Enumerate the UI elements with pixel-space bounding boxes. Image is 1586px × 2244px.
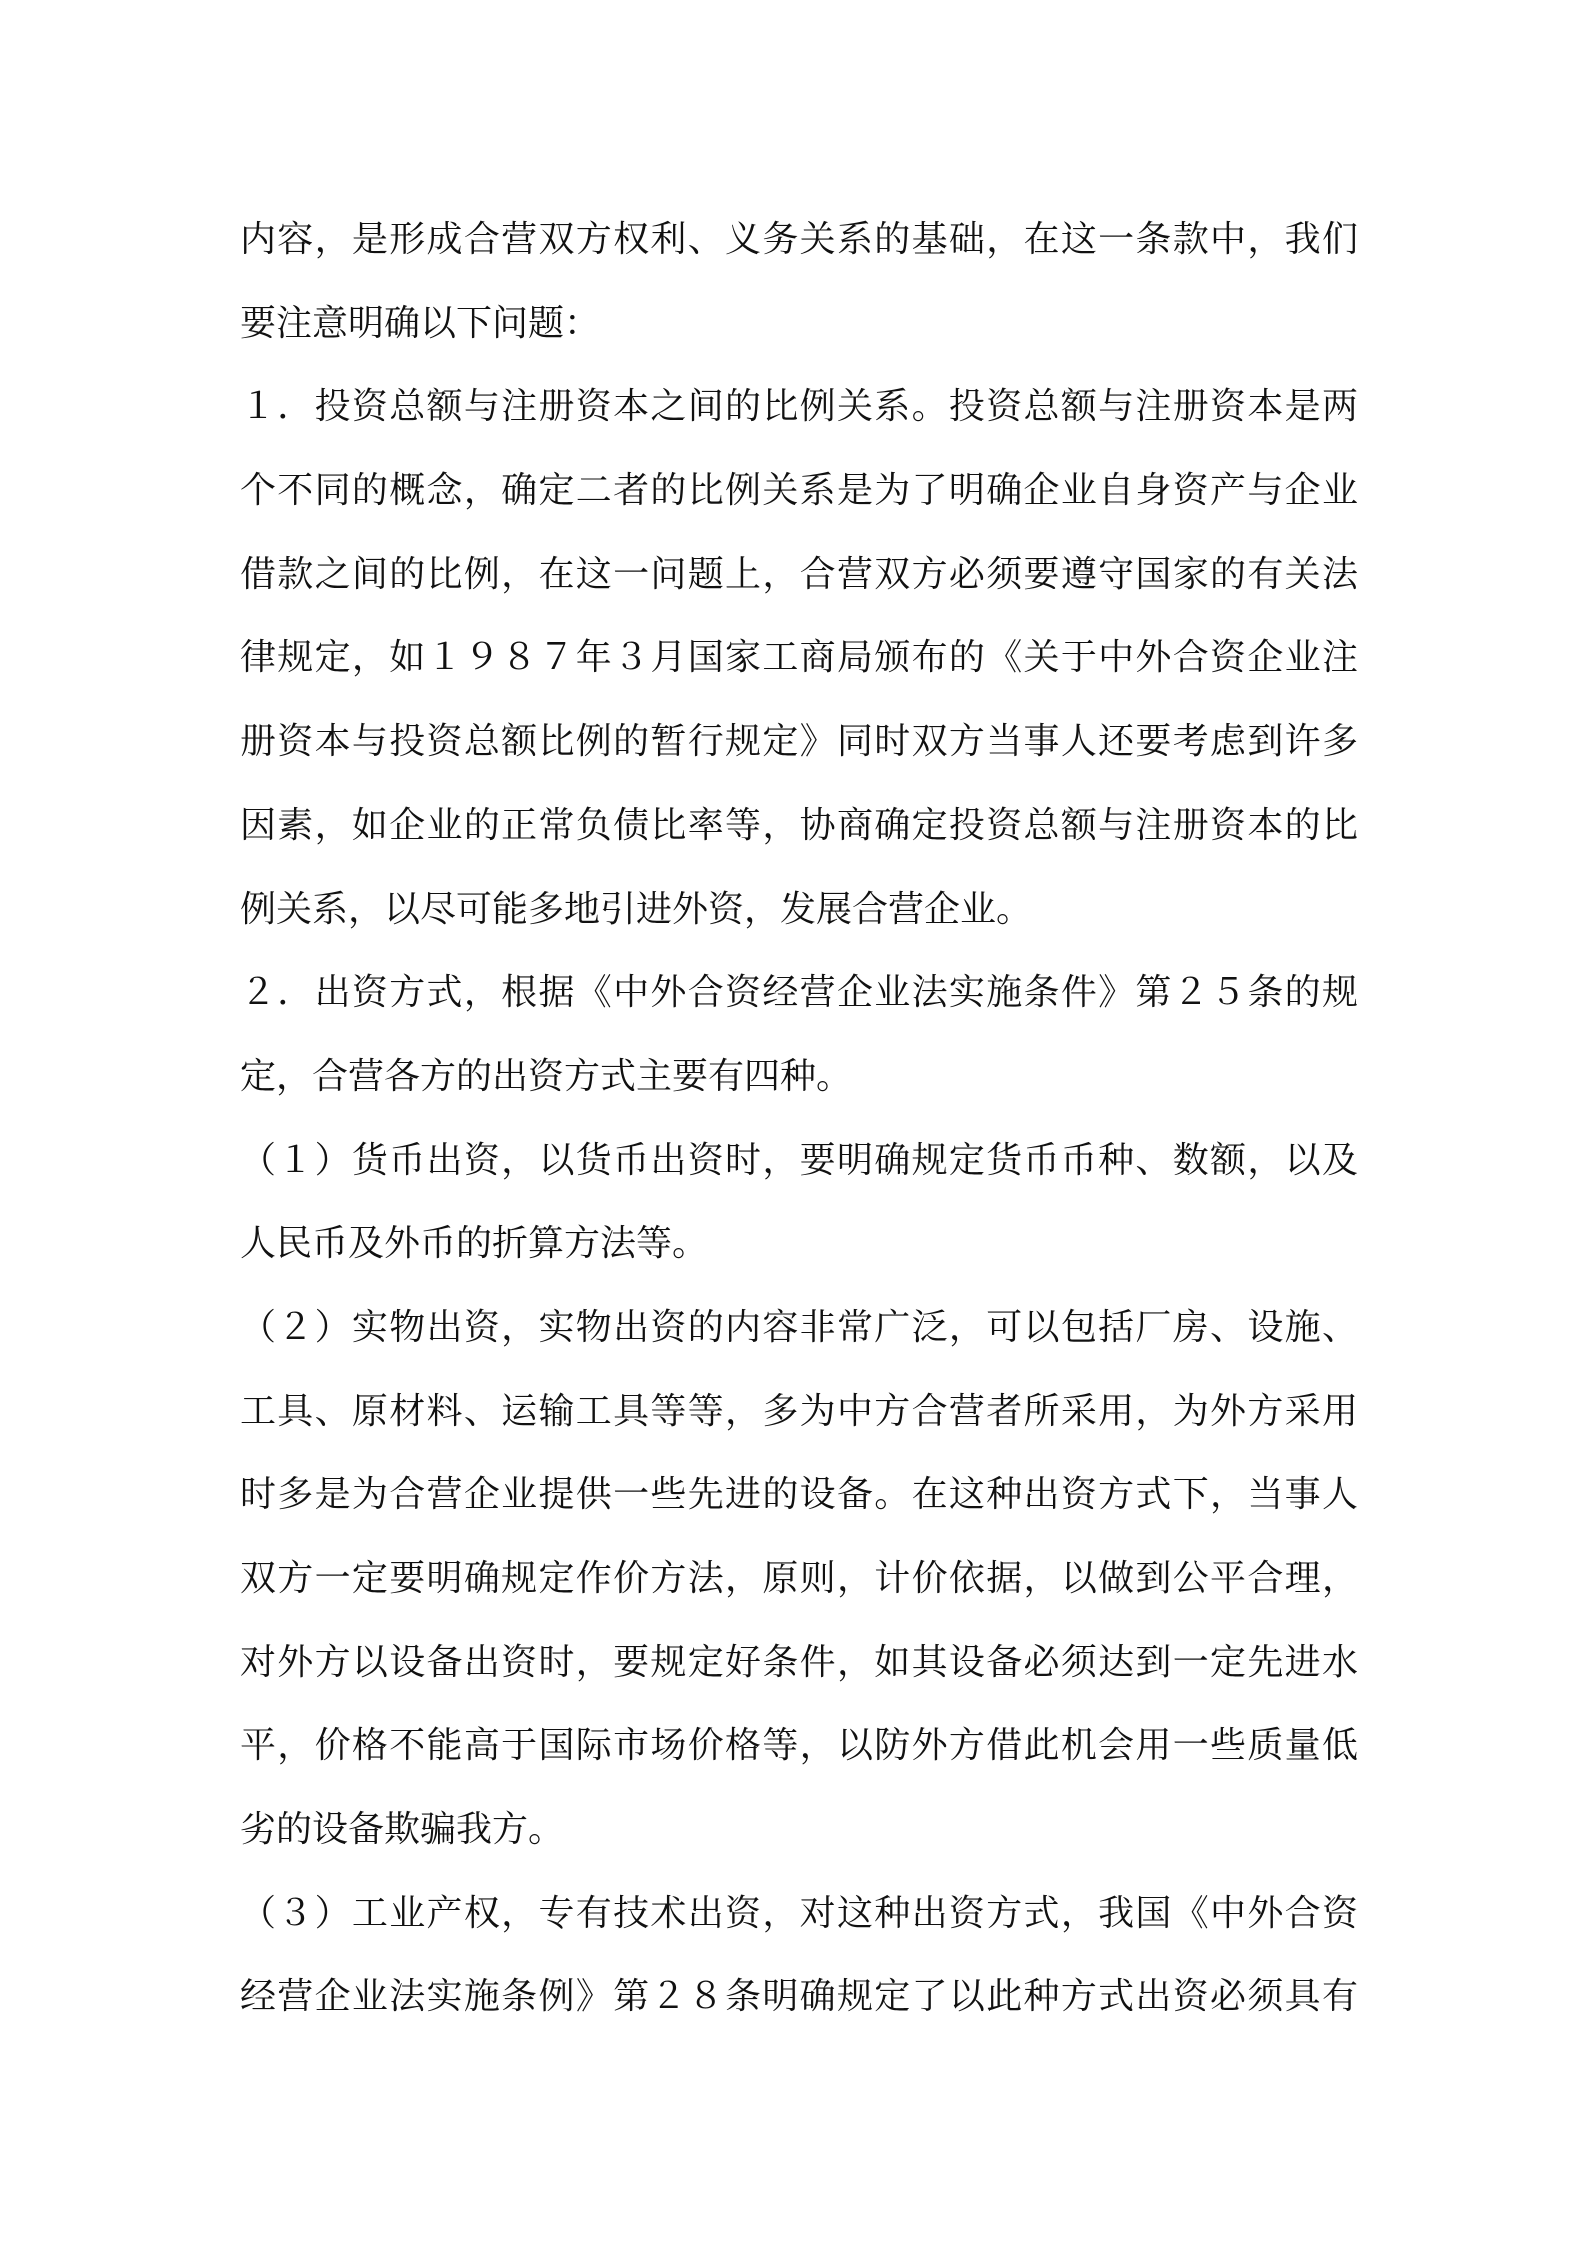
- text-line: （２）实物出资，实物出资的内容非常广泛，可以包括厂房、设施、: [240, 1306, 1358, 1348]
- text-line: 时多是为合营企业提供一些先进的设备。在这种出资方式下，当事人: [240, 1474, 1358, 1516]
- text-line: 例关系，以尽可能多地引进外资，发展合营企业。: [240, 888, 1033, 930]
- text-line: （３）工业产权，专有技术出资，对这种出资方式，我国《中外合资: [240, 1892, 1358, 1934]
- text-line: 因素，如企业的正常负债比率等，协商确定投资总额与注册资本的比: [240, 804, 1358, 846]
- text-line: １．投资总额与注册资本之间的比例关系。投资总额与注册资本是两: [240, 386, 1358, 428]
- text-line: 个不同的概念，确定二者的比例关系是为了明确企业自身资产与企业: [240, 470, 1358, 512]
- text-line: 人民币及外币的折算方法等。: [240, 1223, 709, 1265]
- text-line: 对外方以设备出资时，要规定好条件，如其设备必须达到一定先进水: [240, 1641, 1358, 1683]
- text-line: ２．出资方式，根据《中外合资经营企业法实施条件》第２５条的规: [240, 972, 1358, 1014]
- text-line: （１）货币出资，以货币出资时，要明确规定货币币种、数额，以及: [240, 1139, 1358, 1181]
- text-line: 借款之间的比例，在这一问题上，合营双方必须要遵守国家的有关法: [240, 553, 1358, 595]
- text-line: 双方一定要明确规定作价方法，原则，计价依据，以做到公平合理，: [240, 1558, 1358, 1599]
- text-line: 册资本与投资总额比例的暂行规定》同时双方当事人还要考虑到许多: [240, 721, 1358, 763]
- text-line: 定，合营各方的出资方式主要有四种。: [240, 1055, 853, 1097]
- text-line: 内容，是形成合营双方权利、义务关系的基础，在这一条款中，我们: [240, 219, 1358, 260]
- text-line: 工具、原材料、运输工具等等，多为中方合营者所采用，为外方采用: [240, 1390, 1358, 1432]
- text-line: 劣的设备欺骗我方。: [240, 1809, 565, 1851]
- text-line: 律规定，如１９８７年３月国家工商局颁布的《关于中外合资企业注: [240, 637, 1358, 679]
- text-line: 经营企业法实施条例》第２８条明确规定了以此种方式出资必须具有: [240, 1976, 1358, 2018]
- text-line: 平，价格不能高于国际市场价格等，以防外方借此机会用一些质量低: [240, 1725, 1358, 1767]
- text-line: 要注意明确以下问题：: [240, 302, 601, 344]
- document-body: [240, 198, 1358, 2039]
